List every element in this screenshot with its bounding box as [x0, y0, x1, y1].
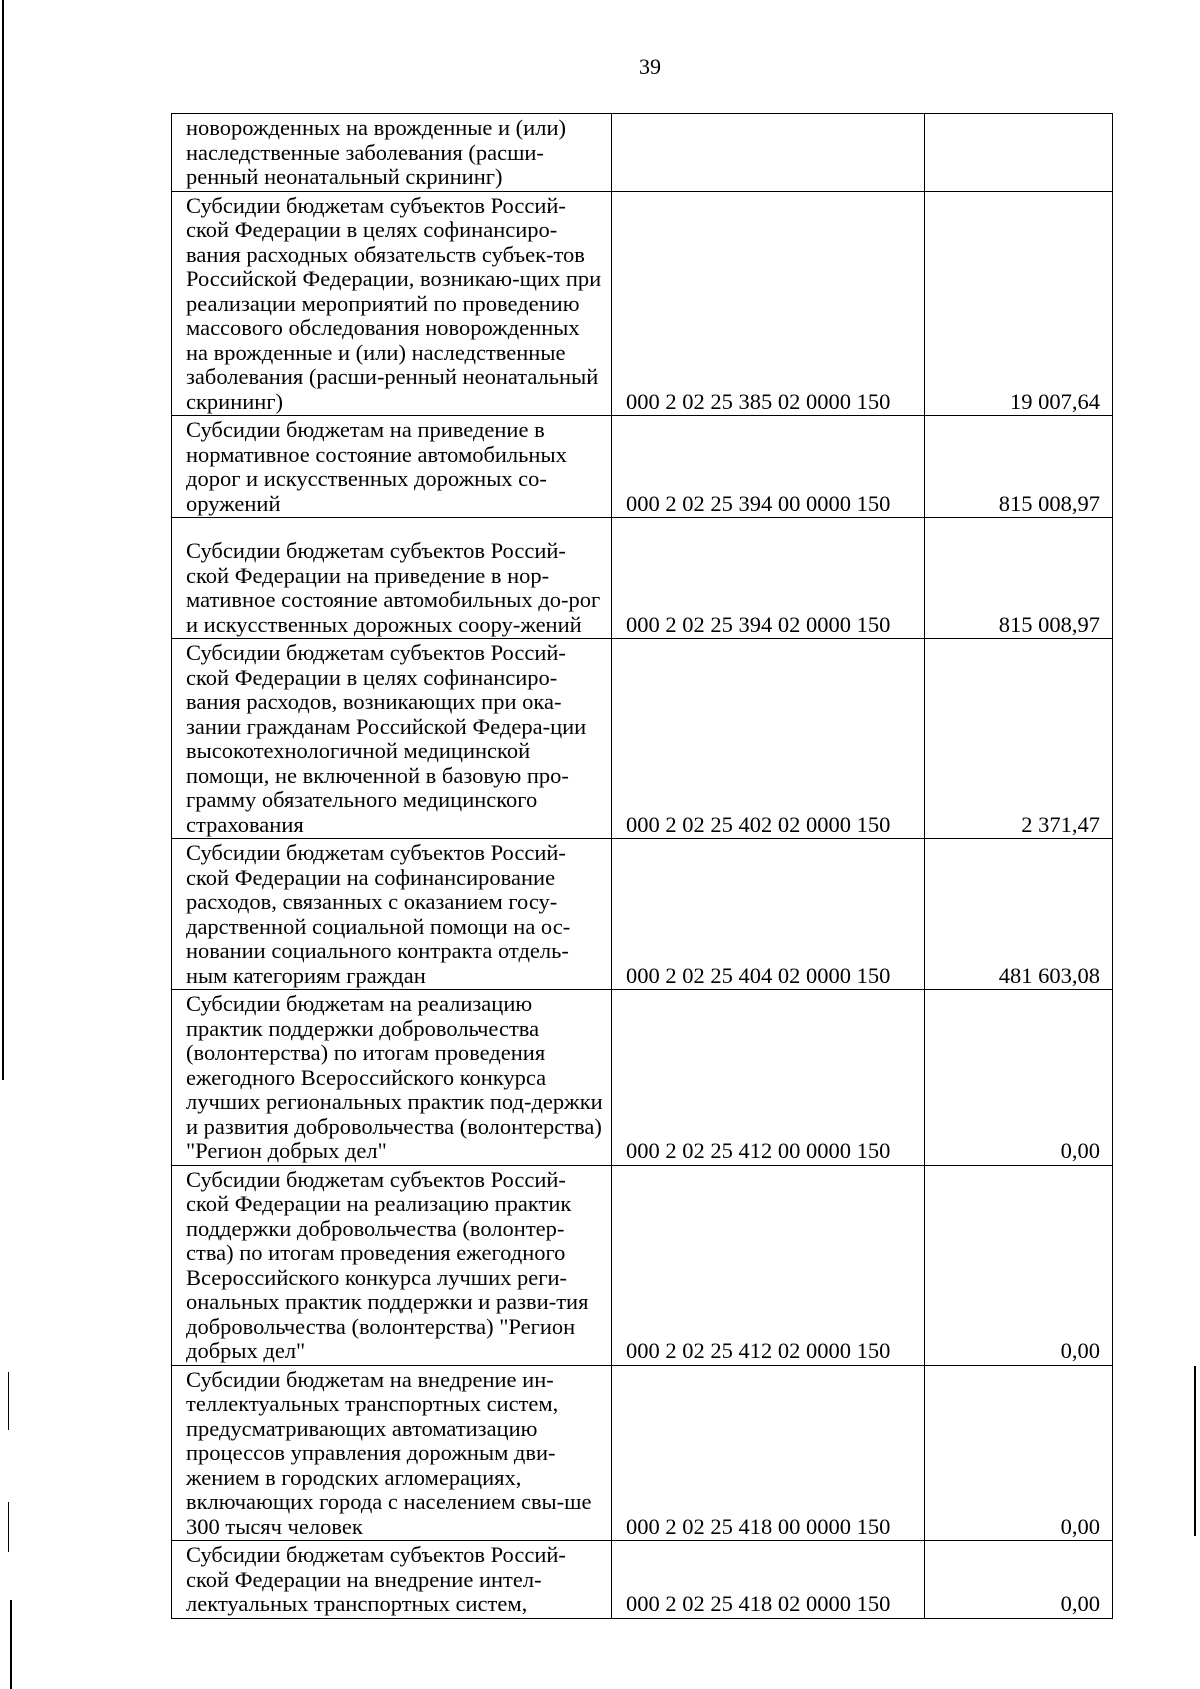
row-description: новорожденных на врожденные и (или) наследственные заболевания (расши-ренный неонатальный скрининг) — [172, 114, 612, 192]
row-description: Субсидии бюджетам на реализацию практик поддержки добровольчества (волонтерства) по итогам проведения ежегодного Всероссийского конкурса лучших региональных практик под-держки и развития добровольчества (волонтерства) "Регион добрых дел" — [172, 990, 612, 1166]
scan-edge-line — [10, 1600, 12, 1689]
row-code: 000 2 02 25 385 02 0000 150 — [612, 191, 925, 416]
table-row — [172, 1541, 1113, 1619]
row-code: 000 2 02 25 404 02 0000 150 — [612, 839, 925, 990]
table-row — [172, 639, 1113, 839]
table-row — [172, 518, 1113, 639]
row-amount — [925, 114, 1113, 192]
row-amount: 481 603,08 — [925, 839, 1113, 990]
table-row — [172, 114, 1113, 192]
table-row — [172, 416, 1113, 518]
row-code — [612, 114, 925, 192]
scan-edge-line — [8, 1502, 9, 1552]
scan-edge-line — [1194, 1366, 1196, 1536]
scan-edge-line — [8, 1372, 9, 1430]
table-row — [172, 839, 1113, 990]
table-row — [172, 191, 1113, 416]
row-amount: 19 007,64 — [925, 191, 1113, 416]
row-description: Субсидии бюджетам субъектов Россий-ской Федерации на приведение в нор-мативное состояние автомобильных до-рог и искусственных дорожных соору-жений — [172, 518, 612, 639]
row-code: 000 2 02 25 412 00 0000 150 — [612, 990, 925, 1166]
row-amount: 0,00 — [925, 1165, 1113, 1365]
row-amount: 2 371,47 — [925, 639, 1113, 839]
row-amount: 815 008,97 — [925, 518, 1113, 639]
row-description: Субсидии бюджетам субъектов Россий-ской Федерации в целях софинансиро-вания расходных обязательств субъек-тов Российской Федерации, возникаю-щих при реализации мероприятий по проведению массового обследования новорожденных на врожденные и (или) наследственные заболевания (расши-ренный неонатальный скрининг) — [172, 191, 612, 416]
row-amount: 815 008,97 — [925, 416, 1113, 518]
row-code: 000 2 02 25 394 00 0000 150 — [612, 416, 925, 518]
scan-edge-line — [2, 0, 4, 1080]
table-row — [172, 990, 1113, 1166]
row-code: 000 2 02 25 418 00 0000 150 — [612, 1365, 925, 1541]
row-amount: 0,00 — [925, 1365, 1113, 1541]
row-code: 000 2 02 25 402 02 0000 150 — [612, 639, 925, 839]
table-row — [172, 1365, 1113, 1541]
row-code: 000 2 02 25 412 02 0000 150 — [612, 1165, 925, 1365]
row-description: Субсидии бюджетам субъектов Россий-ской Федерации в целях софинансиро-вания расходов, возникающих при ока-зании гражданам Российской Федера-ции высокотехнологичной медицинской помощи, не включенной в базовую про-грамму обязательного медицинского страхования — [172, 639, 612, 839]
row-description: Субсидии бюджетам на внедрение ин-теллектуальных транспортных систем, предусматривающих автоматизацию процессов управления дорожным дви-жением в городских агломерациях, включающих города с населением свы-ше 300 тысяч человек — [172, 1365, 612, 1541]
row-description: Субсидии бюджетам на приведение в нормативное состояние автомобильных дорог и искусственных дорожных со-оружений — [172, 416, 612, 518]
table-row — [172, 1165, 1113, 1365]
row-amount: 0,00 — [925, 1541, 1113, 1619]
row-description: Субсидии бюджетам субъектов Россий-ской Федерации на внедрение интел-лектуальных транспортных систем, — [172, 1541, 612, 1619]
row-code: 000 2 02 25 394 02 0000 150 — [612, 518, 925, 639]
row-code: 000 2 02 25 418 02 0000 150 — [612, 1541, 925, 1619]
row-amount: 0,00 — [925, 990, 1113, 1166]
row-description: Субсидии бюджетам субъектов Россий-ской Федерации на софинансирование расходов, связанных с оказанием госу-дарственной социальной помощи на ос-новании социального контракта отдель-ным категориям граждан — [172, 839, 612, 990]
page-number: 39 — [639, 54, 661, 79]
row-description: Субсидии бюджетам субъектов Россий-ской Федерации на реализацию практик поддержки добровольчества (волонтер-ства) по итогам проведения ежегодного Всероссийского конкурса лучших реги-ональных практик поддержки и разви-тия добровольчества (волонтерства) "Регион добрых дел" — [172, 1165, 612, 1365]
budget-table — [171, 113, 1113, 1619]
